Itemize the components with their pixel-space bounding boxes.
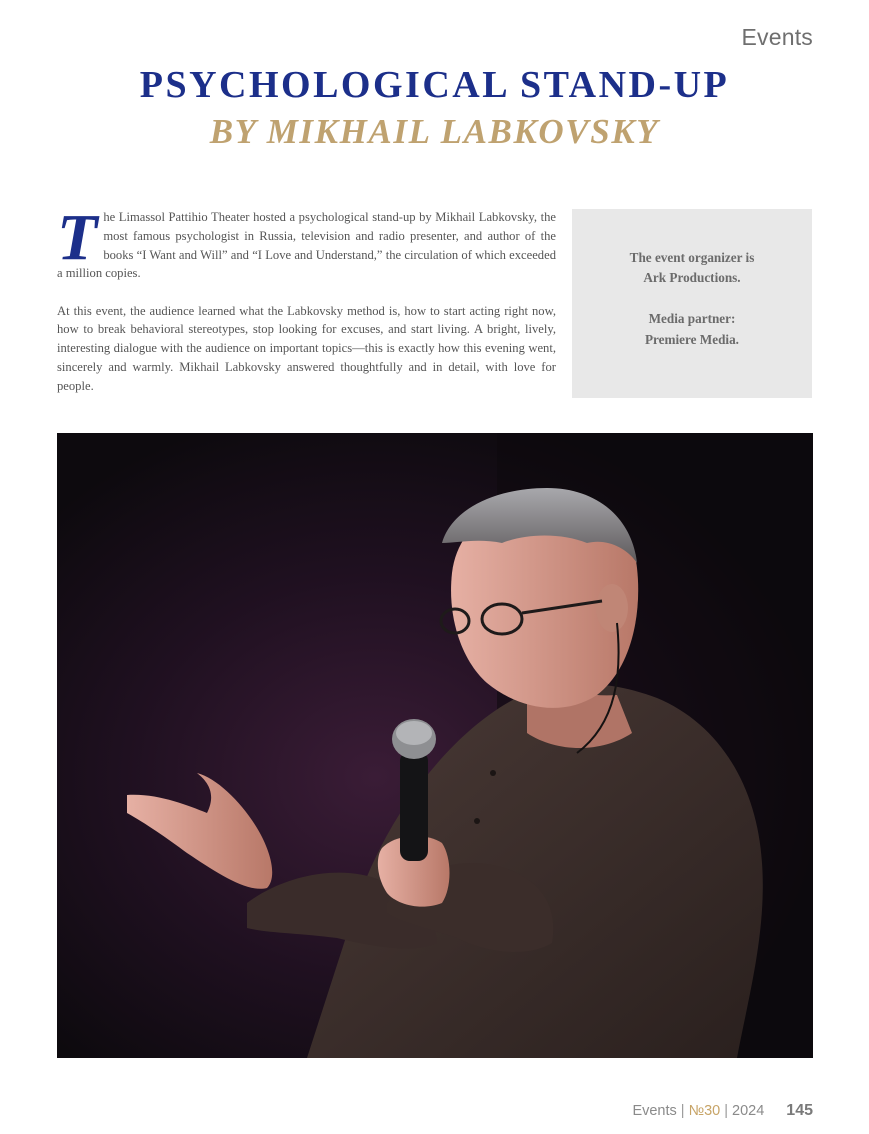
speaker-photo [57,433,813,1058]
drop-cap: T [57,201,98,274]
article-paragraph-1-text: he Limassol Pattihio Theater hosted a psychological stand-up by Mikhail Labkovsky, the most famous psychologist in Russia, television and radio presenter, and author of the books “I Want and Will” and “I Love and Understand,” the circulation of which exceeded a million copies. [57,210,556,281]
footer-magazine: Events [632,1103,677,1119]
info-sidebar [572,209,812,398]
footer-year: 2024 [732,1103,765,1119]
article-paragraph-1 [57,201,556,283]
page-number: 145 [786,1102,813,1119]
organizer-note [572,248,812,289]
article-body [57,201,556,414]
media-partner-label: Media partner: [648,311,736,327]
article-paragraph-2: At this event, the audience learned what the Labkovsky method is, how to start acting right now, how to break behavioral stereotypes, stop looking for excuses, and start living. A bright, lively, interesting dialogue with the audience on important topics—this is exactly how this evening went, sincerely and warmly. Mikhail Labkovsky answered thoughtfully and in detail, with love for people. [57,303,556,393]
organizer-label: The event organizer is [629,250,755,265]
media-partner-note [572,309,812,350]
article-title [0,62,869,156]
footer-separator: | [724,1103,729,1119]
section-label: Events [741,24,813,50]
organizer-name: Ark Productions. [643,270,741,286]
footer-issue: №30 [688,1103,721,1119]
page-footer [632,1102,813,1120]
media-partner-name: Premiere Media. [645,331,739,347]
article-title-subtitle: BY MIKHAIL LABKOVSKY [209,112,660,151]
footer-separator: | [680,1103,685,1119]
speaker-photo-illustration [57,433,813,1058]
article-title-main: PSYCHOLOGICAL STAND-UP [139,64,730,106]
